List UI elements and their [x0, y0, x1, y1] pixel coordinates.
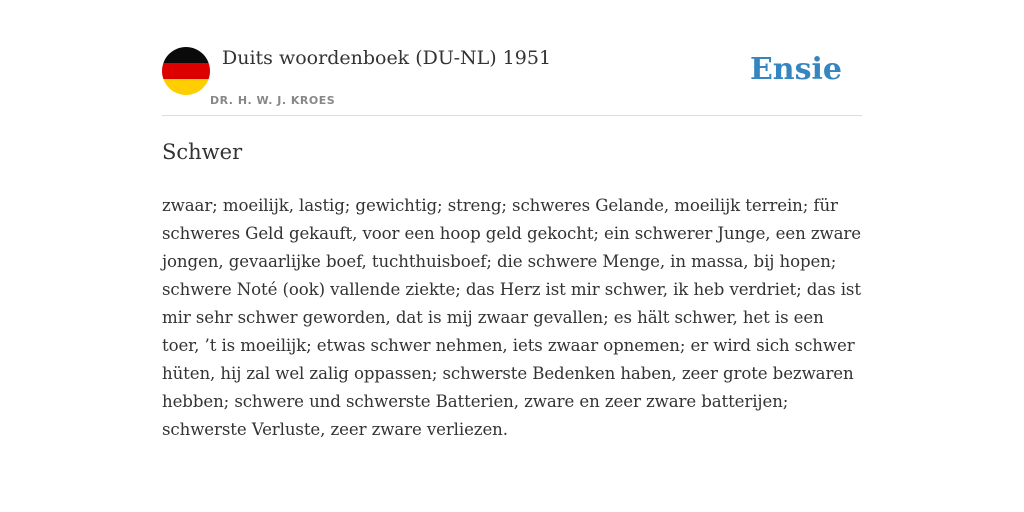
dictionary-title[interactable]: Duits woordenboek (DU-NL) 1951 [222, 47, 552, 69]
german-flag-icon [162, 47, 210, 95]
entry-definition: zwaar; moeilijk, lastig; gewichtig; streng; schweres Gelande, moeilijk terrein; für schweres Geld gekauft, voor een hoop geld gekocht; ein schwerer Junge, een zware jongen, gevaarlijke boef, tuchthuisboef; die schwere Menge, in massa, bij hopen; schwere Noté (ook) vallende ziekte; das Herz ist mir schwer, ik heb verdriet; das ist mir sehr schwer geworden, dat is mij zwaar gevallen; es hält schwer, het is een toer, ’t is moeilijk; etwas schwer nehmen, iets zwaar opnemen; er wird sich schwer hüten, hij zal wel zalig oppassen; schwerste Bedenken haben, zeer grote bezwaren hebben; schwere und schwerste Batterien, zware en zeer zware batterijen; schwerste Verluste, zeer zware verliezen. [162, 196, 861, 439]
dictionary-author: DR. H. W. J. KROES [210, 94, 336, 107]
entry-headword: Schwer [162, 140, 243, 164]
ensie-logo-link[interactable]: Ensie [749, 52, 842, 87]
dictionary-header [162, 46, 862, 116]
